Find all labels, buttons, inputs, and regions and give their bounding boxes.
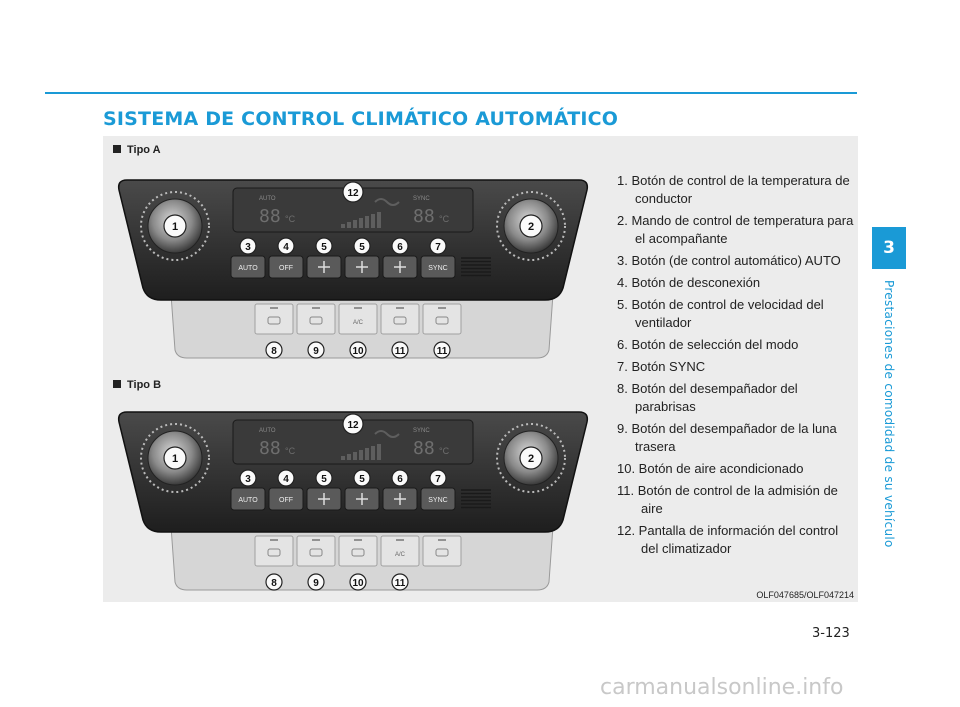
callout-number: 5 (321, 474, 327, 485)
figure-b (113, 404, 593, 609)
list-item: 1. Botón de control de la temperatura de conductor (617, 173, 850, 206)
callout-number: 12 (347, 188, 359, 199)
fan-level-bar (353, 220, 357, 228)
list-item: 4. Botón de desconexión (617, 275, 761, 290)
list-item: 8. Botón del desempañador del parabrisas (617, 381, 798, 414)
fan-level-bar (359, 218, 363, 228)
list-item: 5. Botón de control de velocidad del ventilador (617, 297, 824, 330)
callout-number: 3 (245, 242, 251, 253)
callout-number: 8 (271, 578, 277, 589)
climate-panel-illustration (113, 404, 593, 604)
display-temp-left: 88 (259, 206, 281, 227)
panel-button-label: AUTO (238, 497, 258, 504)
callout-number: 3 (245, 474, 251, 485)
display-label-left: AUTO (259, 428, 276, 434)
display-temp-unit-right: °C (439, 446, 450, 456)
callout-number: 1 (171, 453, 179, 465)
list-item: 2. Mando de control de temperatura para el acompañante (617, 213, 854, 246)
display-temp-right: 88 (413, 438, 435, 459)
figure-a (113, 172, 593, 377)
page-number: 3-123 (812, 626, 850, 641)
fan-level-bar (365, 216, 369, 228)
callout-number: 6 (397, 474, 403, 485)
chapter-tab: 3 (872, 227, 906, 269)
panel-button-label: AUTO (238, 265, 258, 272)
display-temp-unit-left: °C (285, 446, 296, 456)
fan-level-bar (365, 448, 369, 460)
callout-number: 8 (271, 346, 277, 357)
figure-b-label-text: Tipo B (127, 379, 162, 391)
display-temp-left: 88 (259, 438, 281, 459)
fan-level-bar (359, 450, 363, 460)
list-item: 9. Botón del desempañador de la luna trasera (617, 421, 837, 454)
fan-level-bar (341, 224, 345, 228)
panel-button-label: SYNC (428, 265, 448, 272)
bullet-square-icon (113, 145, 121, 153)
callout-number: 7 (435, 242, 441, 253)
callout-number: 9 (313, 346, 319, 357)
callout-number: 4 (283, 474, 289, 485)
display-label-left: AUTO (259, 196, 276, 202)
callout-number: 6 (397, 242, 403, 253)
callout-number: 2 (527, 221, 535, 233)
fan-level-bar (341, 456, 345, 460)
fan-level-bar (377, 212, 381, 228)
chapter-title: Prestaciones de comodidad de su vehículo (882, 280, 896, 548)
fan-level-bar (353, 452, 357, 460)
display-temp-unit-right: °C (439, 214, 450, 224)
list-item: 10. Botón de aire acondicionado (617, 461, 804, 476)
callout-number: 1 (171, 221, 179, 233)
callout-number: 7 (435, 474, 441, 485)
panel-button-label: OFF (279, 497, 293, 504)
display-label-right: SYNC (413, 428, 430, 434)
callout-number: 11 (436, 346, 448, 357)
fan-level-bar (347, 222, 351, 228)
page-title: SISTEMA DE CONTROL CLIMÁTICO AUTOMÁTICO (103, 108, 619, 130)
callout-number: 11 (394, 578, 406, 589)
list-item: 3. Botón (de control automático) AUTO (617, 253, 841, 268)
top-rule (45, 92, 857, 94)
figure-a-label-text: Tipo A (127, 144, 161, 156)
climate-panel-illustration (113, 172, 593, 372)
figure-a-label (113, 144, 161, 156)
figure-b-label (113, 379, 161, 391)
fan-level-bar (371, 214, 375, 228)
fan-level-bar (371, 446, 375, 460)
panel-button-label: OFF (279, 265, 293, 272)
panel-button-label: SYNC (428, 497, 448, 504)
callout-number: 10 (352, 578, 364, 589)
callout-number: 11 (394, 346, 406, 357)
display-temp-right: 88 (413, 206, 435, 227)
callout-number: 9 (313, 578, 319, 589)
bullet-square-icon (113, 380, 121, 388)
fan-level-bar (377, 444, 381, 460)
watermark: carmanualsonline.info (600, 675, 844, 700)
callout-number: 12 (347, 420, 359, 431)
display-label-right: SYNC (413, 196, 430, 202)
callout-number: 5 (359, 474, 365, 485)
list-item: 12. Pantalla de información del control del climatizador (617, 523, 839, 556)
list-item: 6. Botón de selección del modo (617, 337, 799, 352)
figure-code: OLF047685/OLF047214 (756, 590, 854, 600)
fan-level-bar (347, 454, 351, 460)
list-item: 7. Botón SYNC (617, 359, 706, 374)
lower-button-label: A/C (352, 320, 364, 326)
callout-number: 4 (283, 242, 289, 253)
legend-list (617, 172, 855, 562)
callout-number: 5 (321, 242, 327, 253)
lower-button-label: A/C (394, 552, 406, 558)
callout-number: 2 (527, 453, 535, 465)
callout-number: 5 (359, 242, 365, 253)
display-temp-unit-left: °C (285, 214, 296, 224)
callout-number: 10 (352, 346, 364, 357)
list-item: 11. Botón de control de la admisión de aire (617, 483, 838, 516)
